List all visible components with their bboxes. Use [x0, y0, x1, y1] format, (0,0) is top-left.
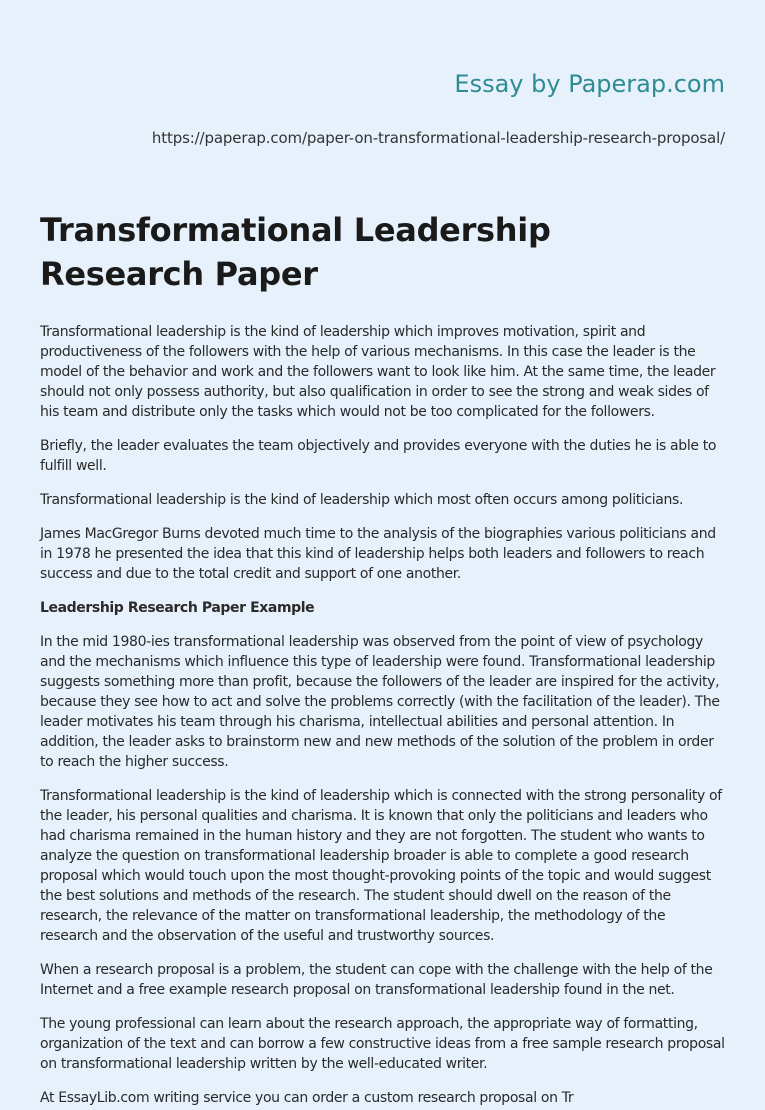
- paragraph: Briefly, the leader evaluates the team objectively and provides everyone with the duties he is able to fulfill well.: [40, 438, 717, 474]
- section-subheading: Leadership Research Paper Example: [40, 600, 315, 616]
- article-body: [40, 322, 725, 1110]
- brand-link[interactable]: Essay by Paperap.com: [454, 70, 725, 98]
- paragraph: Transformational leadership is the kind of leadership which most often occurs among politicians.: [40, 492, 684, 508]
- page-title: Transformational Leadership Research Paper: [40, 211, 551, 293]
- paragraph: When a research proposal is a problem, the student can cope with the challenge with the help of the Internet and a free example research proposal on transformational leadership found in the net.: [40, 962, 713, 998]
- paragraph: James MacGregor Burns devoted much time to the analysis of the biographies various politicians and in 1978 he presented the idea that this kind of leadership helps both leaders and followers to reach success and due to the total credit and support of one another.: [40, 526, 716, 582]
- source-url[interactable]: https://paperap.com/paper-on-transformational-leadership-research-proposal/: [151, 129, 725, 147]
- paragraph: Transformational leadership is the kind of leadership which improves motivation, spirit and productiveness of the followers with the help of various mechanisms. In this case the leader is the model of the behavior and work and the followers want to look like him. At the same time, the leader should not only possess authority, but also qualification in order to see the strong and weak sides of his team and distribute only the tasks which would not be too complicated for the followers.: [40, 324, 716, 420]
- paragraph: Transformational leadership is the kind of leadership which is connected with the strong personality of the leader, his personal qualities and charisma. It is known that only the politicians and leaders who had charisma remained in the human history and they are not forgotten. The student who wants to analyze the question on transformational leadership broader is able to complete a good research proposal which would touch upon the most thought-provoking points of the topic and would suggest the best solutions and methods of the research. The student should dwell on the reason of the research, the relevance of the matter on transformational leadership, the methodology of the research and the observation of the useful and trustworthy sources.: [40, 788, 722, 944]
- paragraph: In the mid 1980-ies transformational leadership was observed from the point of view of psychology and the mechanisms which influence this type of leadership were found. Transformational leadership suggests something more than profit, because the followers of the leader are inspired for the activity, because they see how to act and solve the problems correctly (with the facilitation of the leader). The leader motivates his team through his charisma, intellectual abilities and personal attention. In addition, the leader asks to brainstorm new and new methods of the solution of the problem in order to reach the higher success.: [40, 634, 720, 770]
- paragraph: The young professional can learn about the research approach, the appropriate way of formatting, organization of the text and can borrow a few constructive ideas from a free sample research proposal on transformational leadership written by the well-educated writer.: [40, 1016, 725, 1072]
- paragraph-truncated: At EssayLib.com writing service you can order a custom research proposal on Tr: [40, 1090, 574, 1106]
